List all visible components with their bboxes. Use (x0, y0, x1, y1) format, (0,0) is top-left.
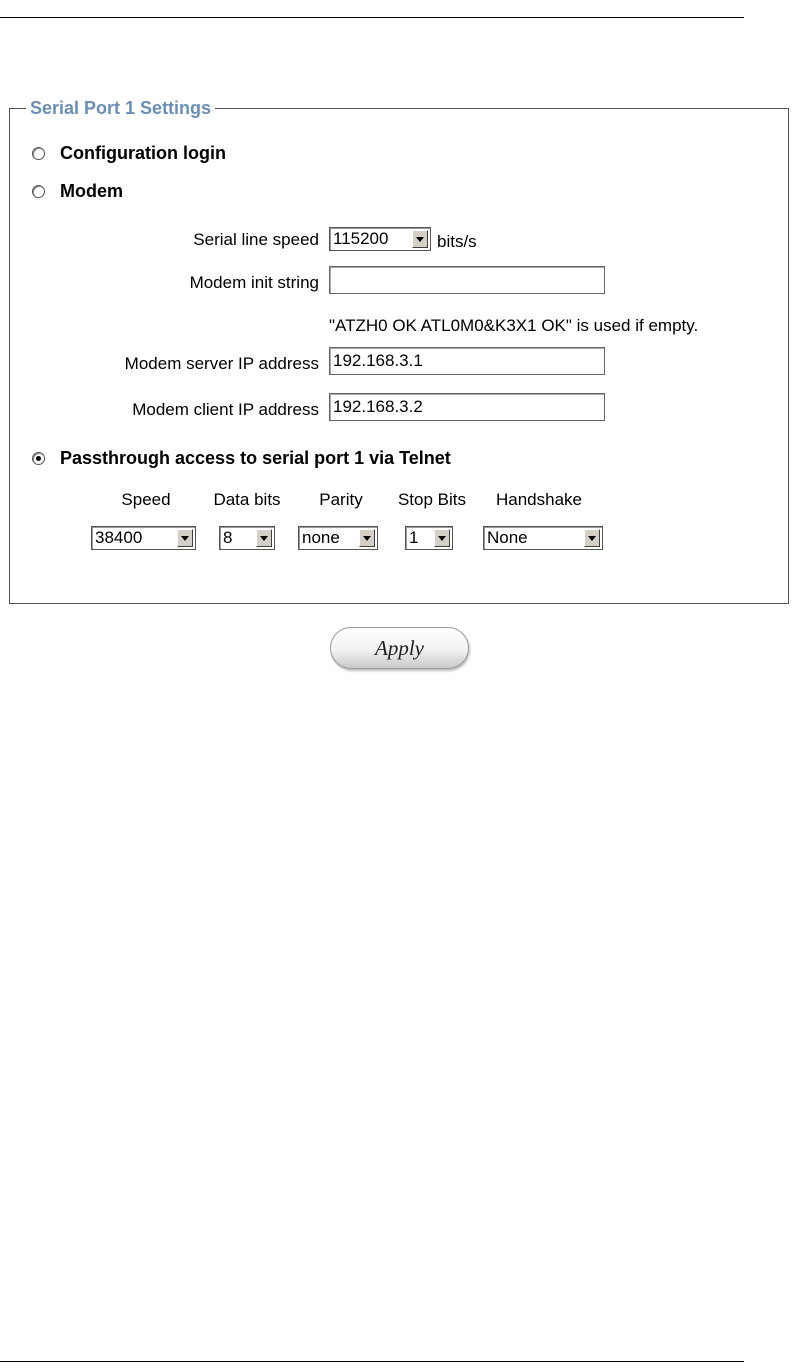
speed-value: 38400 (95, 528, 143, 547)
data-bits-header: Data bits (213, 490, 281, 509)
serial-line-speed-value: 115200 (333, 229, 389, 248)
parity-header: Parity (319, 490, 363, 509)
modem-server-ip-input[interactable]: 192.168.3.1 (329, 347, 605, 375)
option-configuration-login-label: Configuration login (60, 143, 226, 163)
chevron-down-icon[interactable] (584, 529, 600, 547)
modem-init-string-label: Modem init string (189, 273, 319, 292)
radio-configuration-login[interactable] (32, 147, 45, 160)
option-passthrough-label: Passthrough access to serial port 1 via Telnet (60, 448, 451, 468)
modem-init-string-input[interactable] (329, 266, 605, 294)
stop-bits-value: 1 (409, 528, 419, 547)
handshake-select[interactable] (483, 526, 603, 550)
radio-passthrough[interactable] (32, 452, 45, 465)
chevron-down-icon[interactable] (256, 529, 272, 547)
parity-value: none (302, 528, 340, 547)
serial-line-speed-unit: bits/s (437, 232, 477, 251)
apply-button[interactable]: Apply (330, 627, 469, 669)
stop-bits-select[interactable] (405, 526, 453, 550)
option-modem[interactable] (32, 181, 123, 202)
speed-select[interactable] (91, 526, 196, 550)
chevron-down-icon[interactable] (434, 529, 450, 547)
serial-line-speed-select[interactable] (329, 227, 431, 251)
data-bits-value: 8 (223, 528, 233, 547)
modem-init-string-hint: "ATZH0 OK ATL0M0&K3X1 OK" is used if empty. (329, 316, 699, 335)
chevron-down-icon[interactable] (177, 529, 193, 547)
speed-header: Speed (121, 490, 171, 509)
radio-modem[interactable] (32, 185, 45, 198)
bottom-rule (0, 1361, 744, 1362)
serial-line-speed-label: Serial line speed (193, 230, 319, 249)
option-passthrough[interactable] (32, 448, 451, 469)
option-configuration-login[interactable] (32, 143, 226, 164)
modem-client-ip-label: Modem client IP address (132, 400, 319, 419)
option-modem-label: Modem (60, 181, 123, 201)
data-bits-select[interactable] (219, 526, 275, 550)
top-rule (0, 17, 744, 18)
chevron-down-icon[interactable] (359, 529, 375, 547)
modem-server-ip-label: Modem server IP address (124, 354, 319, 373)
serial-port-settings-panel (9, 98, 789, 604)
parity-select[interactable] (298, 526, 378, 550)
panel-legend: Serial Port 1 Settings (26, 97, 215, 119)
chevron-down-icon[interactable] (412, 230, 428, 248)
stop-bits-header: Stop Bits (397, 490, 467, 509)
handshake-value: None (487, 528, 528, 547)
modem-client-ip-input[interactable]: 192.168.3.2 (329, 393, 605, 421)
handshake-header: Handshake (495, 490, 582, 509)
